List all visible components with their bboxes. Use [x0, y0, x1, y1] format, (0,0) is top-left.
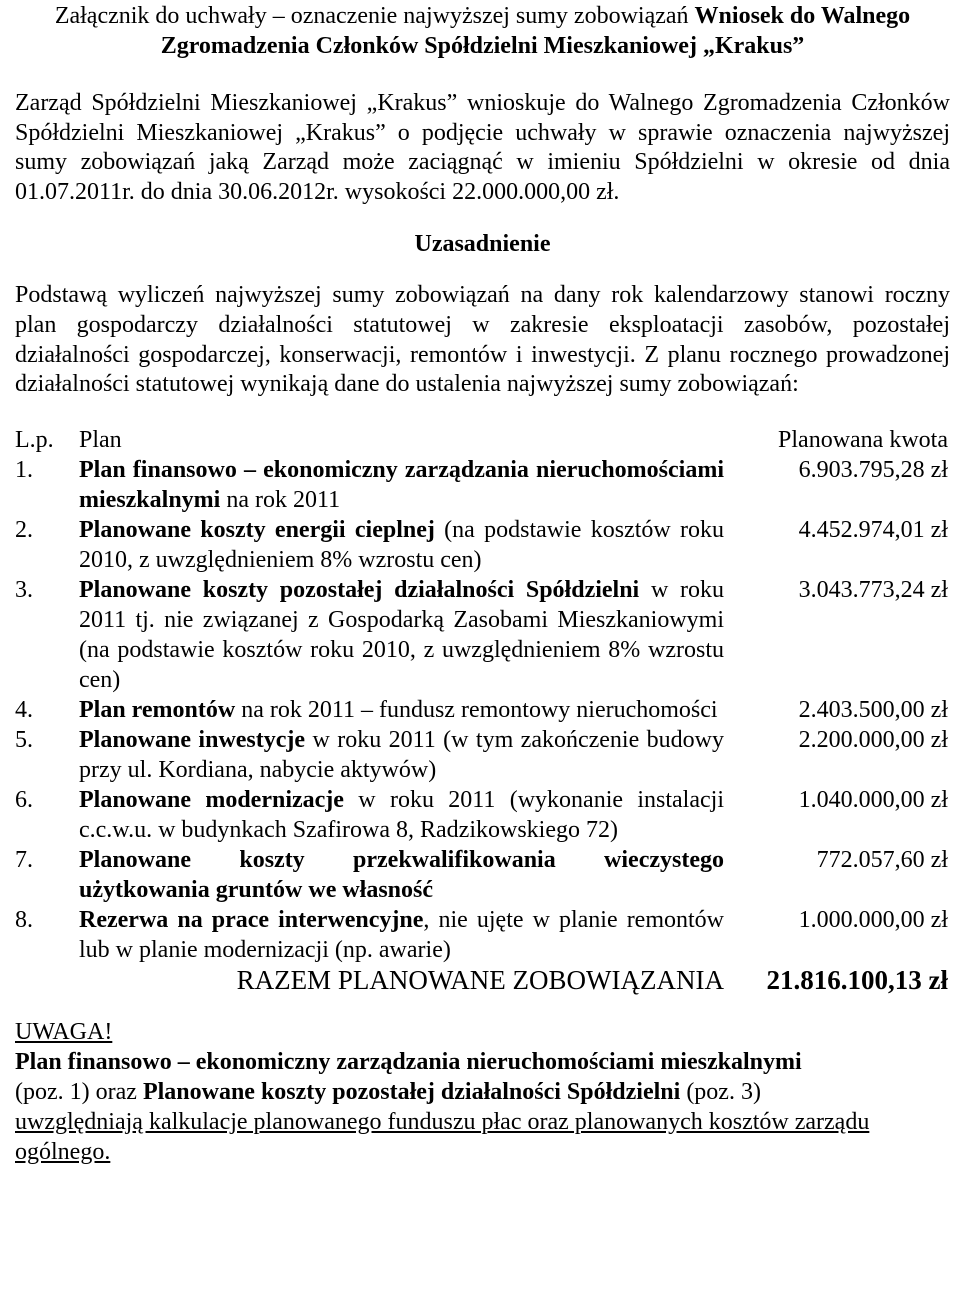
row-description-rest: , nie ujęte w planie remontów lub w planie modernizacji (np. awarie) [79, 906, 724, 963]
table-row [15, 905, 948, 965]
title-bold: Wniosek do Walnego Zgromadzenia Członków Spółdzielni Mieszkaniowej „Krakus” [160, 3, 911, 59]
note-line-2-b: (poz. 3) [680, 1078, 761, 1105]
total-amount: 21.816.100,13 zł [766, 964, 948, 995]
note-line-2-a: (poz. 1) oraz [15, 1078, 143, 1105]
row-number: 8. [15, 906, 33, 933]
row-description [79, 725, 724, 785]
row-amount: 2.200.000,00 zł [798, 726, 948, 753]
table-row [15, 785, 948, 845]
row-description-bold: Planowane modernizacje [79, 786, 344, 813]
row-description-rest: w roku 2011 tj. nie związanej z Gospodarką Zasobami Mieszkaniowymi (na podstawie kosztów roku 2010, z uwzględnieniem 8% wzrostu cen) [79, 576, 724, 693]
note-title: UWAGA! [15, 1018, 113, 1045]
intro-paragraph: Zarząd Spółdzielni Mieszkaniowej „Krakus” wnioskuje do Walnego Zgromadzenia Członków Spółdzielni Mieszkaniowej „Krakus” o podjęcie uchwały w sprawie oznaczenia najwyższej sumy zobowiązań jaką Zarząd może zaciągnąć w imieniu Spółdzielni w okresie od dnia 01.07.2011r. do dnia 30.06.2012r. wysokości 22.000.000,00 zł. [15, 90, 950, 205]
row-description [79, 845, 724, 905]
row-description [79, 455, 724, 515]
row-description [79, 695, 724, 725]
row-description [79, 785, 724, 845]
document-title [15, 0, 950, 61]
table-row [15, 575, 948, 695]
row-description-rest: na rok 2011 [220, 486, 341, 513]
row-amount: 1.000.000,00 zł [798, 906, 948, 933]
row-description [79, 575, 724, 695]
row-number: 4. [15, 696, 33, 723]
row-number: 2. [15, 516, 33, 543]
row-description-bold: Planowane koszty pozostałej działalności Spółdzielni [79, 576, 640, 603]
row-description [79, 905, 724, 965]
section-heading: Uzasadnienie [414, 231, 551, 258]
row-amount: 4.452.974,01 zł [798, 516, 948, 543]
note-line-2 [15, 1077, 950, 1107]
table-row [15, 455, 948, 515]
row-description-rest: w roku 2011 (wykonanie instalacji c.c.w.u. w budynkach Szafirowa 8, Radzikowskiego 72) [79, 786, 724, 843]
total-label: RAZEM PLANOWANE ZOBOWIĄZANIA [236, 964, 724, 995]
title-prefix: Załącznik do uchwały – oznaczenie najwyższej sumy zobowiązań [54, 3, 689, 29]
row-description-bold: Planowane koszty przekwalifikowania wieczystego użytkowania gruntów we własność [79, 846, 724, 903]
note-line-1: Plan finansowo – ekonomiczny zarządzania nieruchomościami mieszkalnymi [15, 1048, 802, 1075]
row-description-bold: Rezerwa na prace interwencyjne [79, 906, 424, 933]
table-row [15, 695, 948, 725]
row-number: 5. [15, 726, 33, 753]
table-header [15, 425, 948, 455]
header-amount: Planowana kwota [778, 426, 948, 453]
row-amount: 1.040.000,00 zł [798, 786, 948, 813]
table-row [15, 515, 948, 575]
row-amount: 6.903.795,28 zł [798, 456, 948, 483]
row-description-bold: Planowane koszty energii cieplnej [79, 516, 435, 543]
row-amount: 2.403.500,00 zł [798, 696, 948, 723]
row-amount: 3.043.773,24 zł [798, 576, 948, 603]
row-description-rest: (na podstawie kosztów roku 2010, z uwzględnieniem 8% wzrostu cen) [79, 516, 724, 573]
table-row [15, 845, 948, 905]
row-description-bold: Plan finansowo – ekonomiczny zarządzania nieruchomościami mieszkalnymi [79, 456, 724, 513]
row-number: 1. [15, 456, 33, 483]
row-description-bold: Planowane inwestycje [79, 726, 306, 753]
row-description [79, 515, 724, 575]
note-line-2-bold: Planowane koszty pozostałej działalności Spółdzielni [142, 1078, 681, 1105]
plan-table [15, 425, 948, 995]
header-lp: L.p. [15, 426, 54, 453]
justification-paragraph: Podstawą wyliczeń najwyższej sumy zobowiązań na dany rok kalendarzowy stanowi roczny plan gospodarczy działalności statutowej w zakresie eksploatacji zasobów, pozostałej działalności gospodarczej, konserwacji, remontów i inwestycji. Z planu rocznego prowadzonej działalności statutowej wynikają dane do ustalenia najwyższej sumy zobowiązań: [15, 282, 950, 398]
row-number: 3. [15, 576, 33, 603]
header-plan: Plan [79, 426, 122, 453]
row-amount: 772.057,60 zł [816, 846, 948, 873]
note-line-3: uwzględniają kalkulacje planowanego funduszu płac oraz planowanych kosztów zarządu ogólnego. [15, 1108, 870, 1165]
row-description-bold: Plan remontów [79, 696, 236, 723]
note-block [15, 1017, 950, 1167]
table-row [15, 725, 948, 785]
row-description-rest: na rok 2011 – fundusz remontowy nieruchomości [235, 696, 718, 723]
row-number: 6. [15, 786, 33, 813]
row-description-rest: w roku 2011 (w tym zakończenie budowy przy ul. Kordiana, nabycie aktywów) [79, 726, 724, 783]
row-number: 7. [15, 846, 33, 873]
document-page [15, 0, 950, 1167]
total-row [15, 965, 948, 995]
